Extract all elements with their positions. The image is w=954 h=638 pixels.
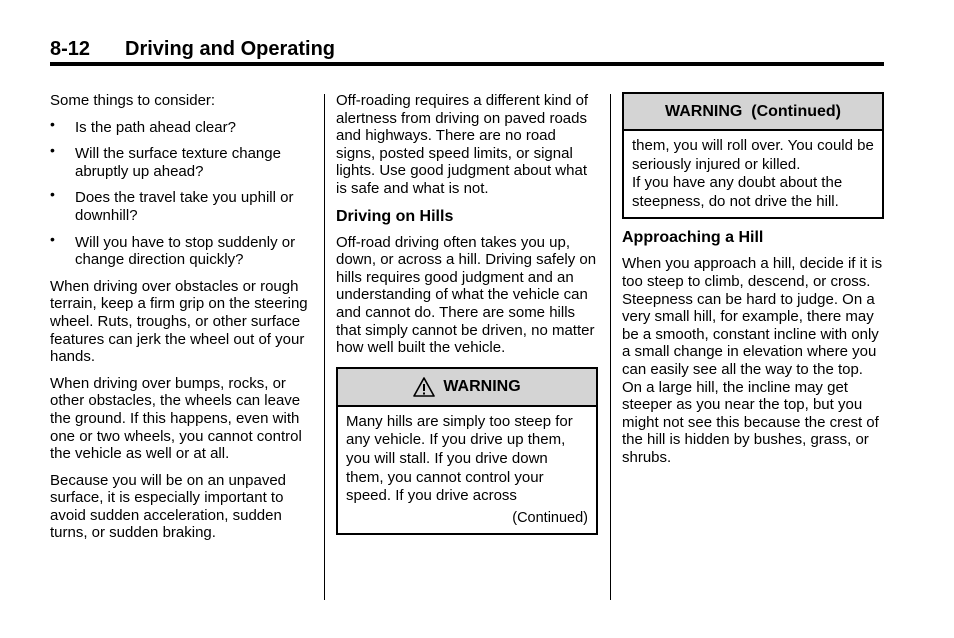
header-rule [50,62,884,66]
intro-text: Some things to consider: [50,92,216,109]
warning-title: WARNING [443,377,521,395]
warning-box [336,367,598,536]
warning-title: WARNING (Continued) [665,102,841,120]
warning-box-continued [622,92,884,219]
warning-body [624,131,882,217]
list-item-text: Does the travel take you uphill or downhill? [75,189,294,224]
list-item [50,142,315,180]
column-divider-1 [324,94,325,600]
paragraph: When driving over obstacles or rough terrain, keep a firm grip on the steering wheel. Ruts, troughs, or other surface features can jerk the wheel out of your hands. [50,277,308,366]
section-heading: Driving on Hills [336,207,454,225]
list-item-text: Is the path ahead clear? [75,118,236,136]
paragraph: When driving over bumps, rocks, or other obstacles, the wheels can leave the ground. If this happens, even with one or two wheels, you cannot control the vehicle as well or at all. [50,374,302,463]
warning-text: If you have any doubt about the steepness, do not drive the hill. [632,174,843,210]
warning-text: them, you will roll over. You could be seriously injured or killed. [632,137,874,173]
list-item [50,230,315,269]
column-1 [50,92,315,551]
page-header [50,38,884,62]
paragraph: Off-road driving often takes you up, down, or across a hill. Driving safely on hills requires good judgment and an understanding of what the vehicle can and cannot do. There are some hills that simply cannot be driven, no matter how well built the vehicle. [336,233,597,357]
warning-body [338,407,596,534]
paragraph: Because you will be on an unpaved surface, it is especially important to avoid sudden acceleration, sudden turns, or sudden braking. [50,471,287,542]
section-title: Driving and Operating [125,38,336,60]
warning-header [624,94,882,131]
column-3 [622,92,884,476]
paragraph: When you approach a hill, decide if it is too steep to climb, descend, or cross. Steepness can be hard to judge. On a very small hill, for example, there may be a smooth, constant incline with only a small change in elevation where you can easily see all the way to the top. On a large hill, the incline may get steeper as you near the top, but you might not see this because the crest of the hill is hidden by bushes, grass, or shrubs. [622,255,883,466]
warning-triangle-icon [413,377,435,397]
warning-text: Many hills are simply too steep for any vehicle. If you drive up them, you will stall. If you drive down them, you cannot control your speed. If you drive across [346,412,573,505]
continued-label: (Continued) [512,509,588,526]
column-divider-2 [610,94,611,600]
list-item-text: Will you have to stop suddenly or change direction quickly? [75,233,296,269]
column-2 [336,92,598,535]
list-item [50,115,315,137]
list-item-text: Will the surface texture change abruptly up ahead? [75,145,281,180]
bullet-icon: • [50,186,55,203]
section-heading: Approaching a Hill [622,229,764,247]
list-item [50,186,315,224]
intro-text: Off-roading requires a different kind of alertness from driving on paved roads and highways. There are no road signs, posted speed limits, or signal lights. Use good judgment about what is safe and what is not. [336,92,589,197]
bullet-icon: • [50,115,55,132]
warning-header [338,369,596,407]
page-number: 8-12 [50,38,91,60]
bullet-icon: • [50,230,55,247]
bullet-icon: • [50,142,55,159]
